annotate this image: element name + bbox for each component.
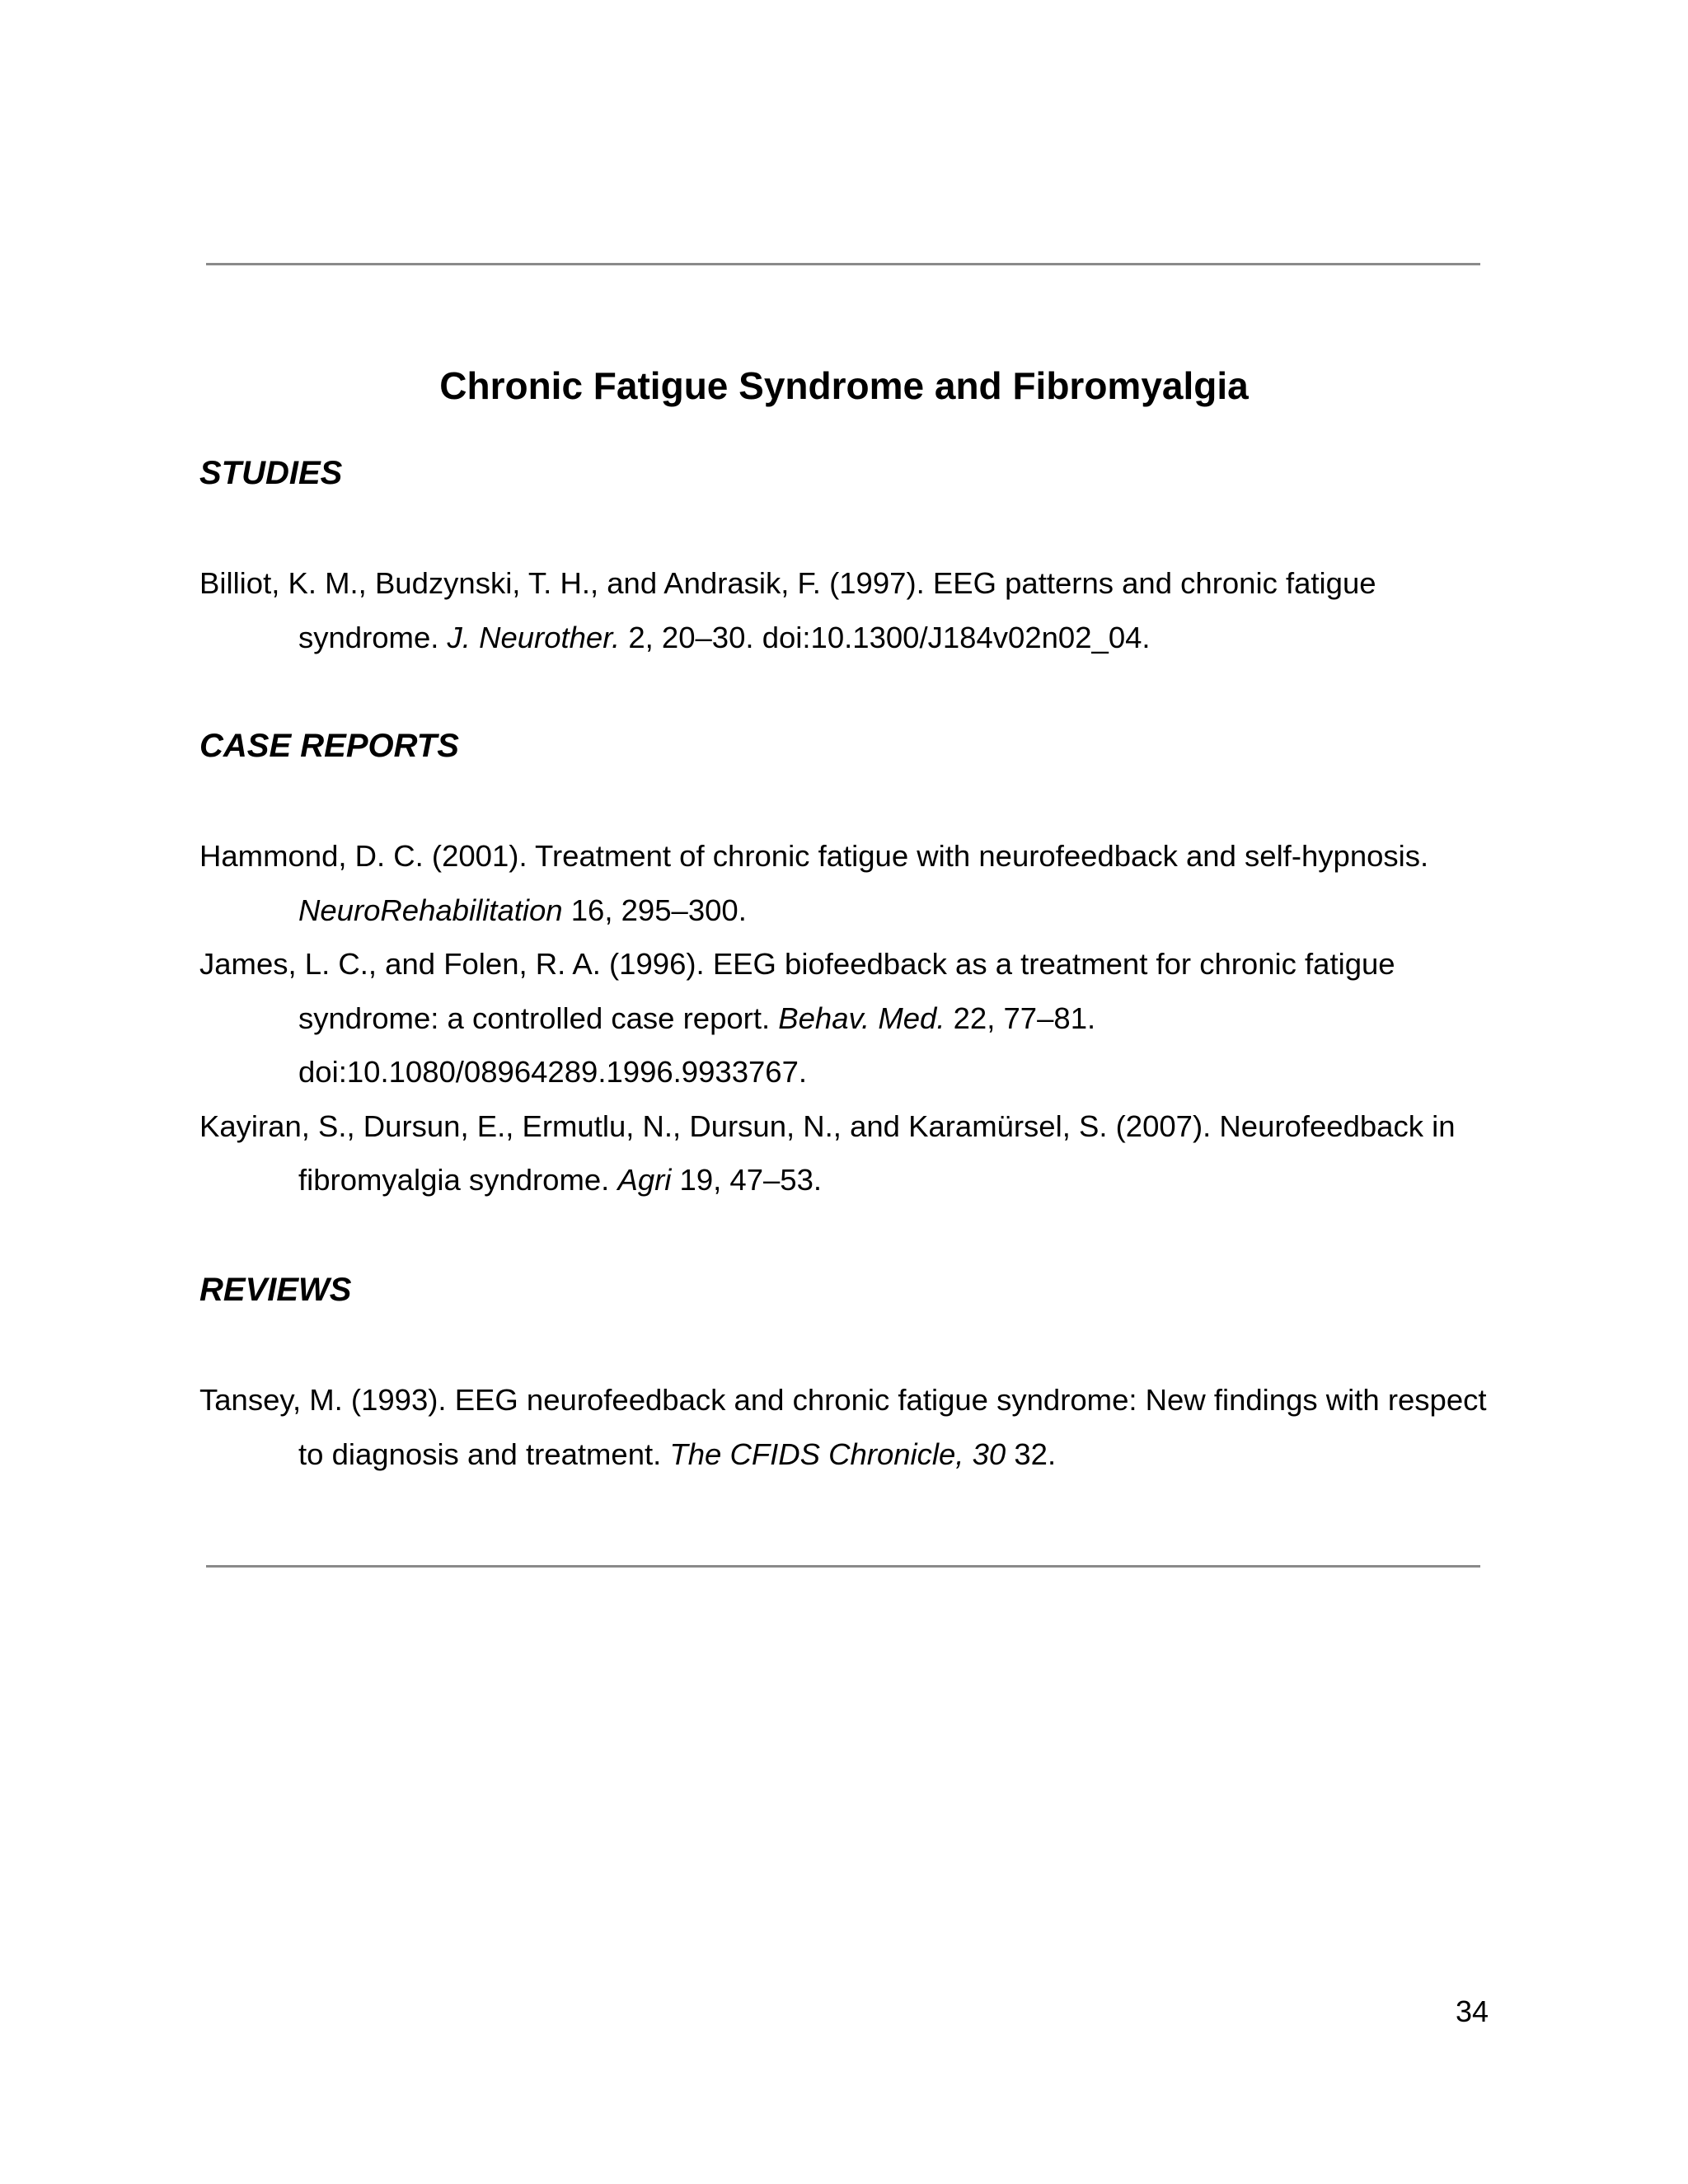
section-heading-studies: STUDIES	[199, 455, 343, 491]
section-heading-case-reports: CASE REPORTS	[199, 728, 459, 764]
reference-details: 2, 20–30. doi:10.1300/J184v02n02_04.	[620, 620, 1151, 654]
reference-journal: NeuroRehabilitation	[298, 893, 563, 927]
section-heading-reviews: REVIEWS	[199, 1272, 352, 1308]
bottom-divider	[206, 1565, 1480, 1568]
page-number: 34	[1455, 1994, 1489, 2028]
reference-item	[199, 829, 1502, 937]
reviews-list	[199, 1373, 1502, 1481]
reference-journal: The CFIDS Chronicle, 30	[669, 1436, 1006, 1471]
reference-item	[199, 937, 1502, 1099]
reference-details: 16, 295–300.	[562, 893, 747, 927]
reference-journal: Behav. Med.	[778, 1001, 945, 1035]
reference-item	[199, 1373, 1502, 1481]
studies-list	[199, 556, 1502, 664]
page-title: Chronic Fatigue Syndrome and Fibromyalgia	[439, 364, 1249, 407]
reference-journal: J. Neurother.	[447, 620, 621, 654]
reference-text: Tansey, M. (1993). EEG neurofeedback and chronic fatigue syndrome: New findings with respect to diagnosis and treatment.	[199, 1383, 1487, 1471]
reference-item	[199, 1099, 1502, 1207]
case-reports-list	[199, 829, 1502, 1207]
reference-details: 19, 47–53.	[671, 1163, 823, 1197]
reference-journal: Agri	[617, 1163, 672, 1197]
reference-details: 32.	[1006, 1436, 1057, 1471]
reference-text: Billiot, K. M., Budzynski, T. H., and Andrasik, F. (1997). EEG patterns and chronic fatigue syndrome.	[199, 566, 1376, 654]
reference-text: James, L. C., and Folen, R. A. (1996). EEG biofeedback as a treatment for chronic fatigue syndrome: a controlled case report.	[199, 947, 1395, 1035]
reference-details: 22, 77–81. doi:10.1080/08964289.1996.9933767.	[298, 1001, 1096, 1089]
reference-item	[199, 556, 1502, 664]
top-divider	[206, 263, 1480, 265]
reference-text: Kayiran, S., Dursun, E., Ermutlu, N., Dursun, N., and Karamürsel, S. (2007). Neurofeedback in fibromyalgia syndrome.	[199, 1108, 1456, 1197]
reference-text: Hammond, D. C. (2001). Treatment of chronic fatigue with neurofeedback and self-hypnosis.	[199, 839, 1429, 873]
